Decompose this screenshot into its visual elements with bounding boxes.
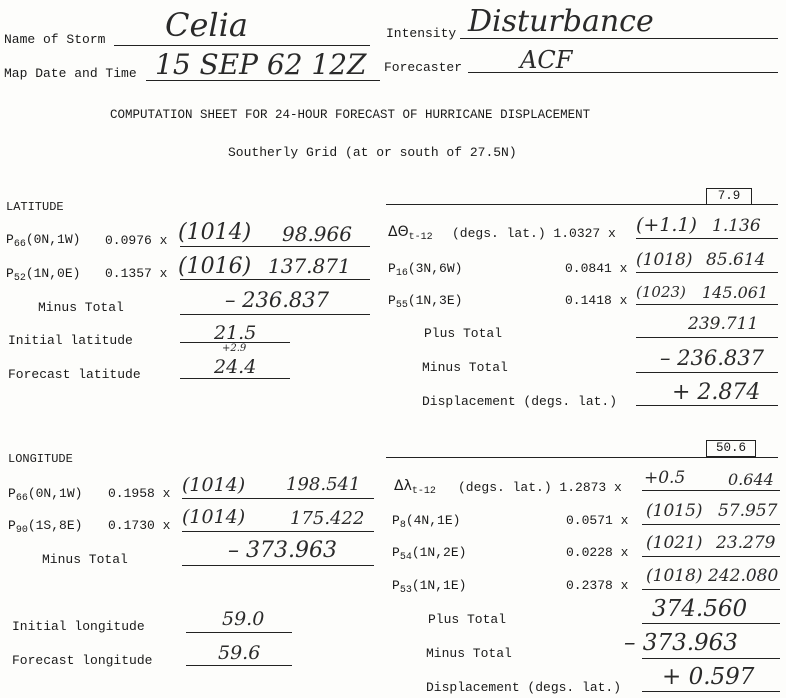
lat-p16-label: $P_{16}(3N,6W)$ [388, 261, 463, 279]
lat-displacement-value: + 2.874 [672, 380, 761, 405]
lat-p52-label: $P_{52}(1N,0E)$ [6, 266, 81, 284]
lon-plus-total-label: Plus Total [428, 612, 507, 627]
lat-p16-pressure: (1018) [636, 250, 693, 270]
lon-minus-total-line [182, 565, 374, 566]
lon-minus-total2-label: Minus Total [426, 646, 512, 661]
lon-plus-total-value: 374.560 [652, 596, 748, 622]
forecast-longitude-value: 59.6 [218, 642, 261, 664]
lon-p8-line [642, 524, 780, 525]
intensity-value: Disturbance [468, 4, 654, 39]
lat-displacement-label: Displacement (degs. lat.) [422, 394, 618, 409]
lon-p8-coef: 0.0571 x [566, 513, 629, 528]
lon-dlambda-desc: (degs. lat.) 1.2873 x [458, 480, 622, 495]
lon-p54-line [642, 556, 780, 557]
lon-p90-coef: 0.1730 x [108, 518, 171, 533]
lon-p53-coef: 0.2378 x [566, 578, 629, 593]
lon-p90-line [182, 531, 374, 532]
lat-p66-coef: 0.0976 x [105, 233, 168, 248]
storm-name-line [114, 45, 370, 46]
lon-minus-total2-value: – 373.963 [624, 630, 738, 656]
initial-longitude-label: Initial longitude [12, 619, 145, 634]
lat-p55-label: $P_{55}(1N,3E)$ [388, 293, 463, 311]
lat-minus-total-label: Minus Total [38, 300, 124, 315]
lat-box-value: 7.9 [706, 188, 752, 205]
forecaster-label: Forecaster [384, 60, 463, 75]
lat-dtheta-label: $\Delta\Theta_{t-12}$ [388, 224, 433, 243]
lat-p66-label: $P_{66}(0N,1W)$ [6, 232, 81, 250]
initial-longitude-value: 59.0 [222, 608, 265, 630]
initial-latitude-value: 21.5 [214, 322, 257, 344]
lon-p8-label: $P_8(4N,1E)$ [392, 513, 461, 531]
lat-p52-pressure: (1016) [178, 254, 252, 279]
lat-p55-result: 145.061 [702, 283, 769, 302]
lat-minus-total2-label: Minus Total [422, 360, 508, 375]
lat-p66-line [180, 246, 370, 247]
lon-dlambda-input: +0.5 [644, 468, 686, 488]
initial-latitude-label: Initial latitude [8, 333, 133, 348]
forecast-latitude-value: 24.4 [214, 356, 257, 378]
lon-p90-result: 175.422 [290, 508, 365, 529]
lon-displacement-label: Displacement (degs. lat.) [426, 680, 622, 695]
sheet-subtitle: Southerly Grid (at or south of 27.5N) [228, 145, 517, 160]
lat-p52-coef: 0.1357 x [105, 266, 168, 281]
lat-dtheta-desc: (degs. lat.) 1.0327 x [452, 226, 616, 241]
lon-dlambda-label: $\Delta\lambda_{t-12}$ [394, 478, 436, 497]
lon-p54-label: $P_{54}(1N,2E)$ [392, 545, 467, 563]
latitude-section-label: LATITUDE [6, 200, 64, 214]
lat-dtheta-line [636, 238, 778, 239]
lon-p66-result: 198.541 [286, 474, 361, 495]
lon-p54-coef: 0.0228 x [566, 545, 629, 560]
lon-plus-total-line [642, 623, 780, 624]
forecaster-line [468, 72, 778, 73]
forecaster-value: ACF [520, 46, 573, 74]
lat-p66-result: 98.966 [282, 222, 352, 246]
lat-p52-result: 137.871 [268, 254, 351, 278]
lon-p53-result: 242.080 [708, 566, 779, 586]
lat-p55-line [636, 304, 778, 305]
lon-dlambda-line [642, 490, 780, 491]
lat-minus-total-value: – 236.837 [225, 288, 330, 312]
lon-top-rule [386, 457, 778, 458]
lat-p16-line [636, 272, 778, 273]
storm-name-value: Celia [165, 6, 248, 44]
forecast-longitude-label: Forecast longitude [12, 653, 153, 668]
lat-minus-total2-line [636, 372, 778, 373]
lat-p55-pressure: (1023) [636, 283, 686, 301]
lat-plus-total-label: Plus Total [424, 326, 503, 341]
lat-minus-total-line [180, 314, 370, 315]
lon-p54-result: 23.279 [716, 533, 776, 553]
latitude-increment-note: +2.9 [222, 343, 247, 354]
lon-p53-pressure: (1018) [646, 566, 703, 586]
lat-p52-line [180, 279, 370, 280]
lon-p53-line [642, 589, 780, 590]
lat-plus-total-line [636, 337, 778, 338]
lat-minus-total2-value: – 236.837 [660, 346, 765, 370]
lon-p90-pressure: (1014) [182, 506, 246, 528]
lon-p66-pressure: (1014) [182, 474, 246, 496]
storm-name-label: Name of Storm [4, 32, 106, 47]
map-date-label: Map Date and Time [4, 66, 137, 81]
forecast-latitude-line [180, 378, 290, 379]
intensity-label: Intensity [386, 26, 457, 41]
lat-p55-coef: 0.1418 x [565, 293, 628, 308]
lon-p53-label: $P_{53}(1N,1E)$ [392, 578, 467, 596]
map-date-value: 15 SEP 62 12Z [155, 48, 367, 81]
initial-longitude-line [186, 632, 292, 633]
lon-displacement-value: + 0.597 [662, 664, 755, 690]
forecast-longitude-line [186, 665, 292, 666]
lon-minus-total-label: Minus Total [42, 552, 128, 567]
lon-dlambda-result: 0.644 [728, 470, 774, 489]
longitude-section-label: LONGITUDE [8, 452, 73, 466]
lon-displacement-line [642, 691, 780, 692]
lat-p16-result: 85.614 [706, 250, 766, 270]
lat-dtheta-input: (+1.1) [636, 214, 697, 236]
lat-p66-pressure: (1014) [178, 220, 252, 245]
lat-dtheta-result: 1.136 [712, 216, 761, 236]
lon-p66-label: $P_{66}(0N,1W)$ [8, 486, 83, 504]
lon-p66-line [182, 498, 374, 499]
lat-displacement-line [636, 405, 778, 406]
lon-p66-coef: 0.1958 x [108, 486, 171, 501]
lat-plus-total-value: 239.711 [688, 314, 759, 334]
lat-p16-coef: 0.0841 x [565, 261, 628, 276]
lon-box-value: 50.6 [706, 440, 756, 457]
lon-p8-pressure: (1015) [646, 501, 703, 521]
lon-minus-total-value: – 373.963 [228, 538, 337, 563]
lon-p54-pressure: (1021) [646, 533, 703, 553]
lon-p8-result: 57.957 [718, 501, 778, 521]
lon-p90-label: $P_{90}(1S,8E)$ [8, 518, 83, 536]
sheet-title: COMPUTATION SHEET FOR 24-HOUR FORECAST OF HURRICANE DISPLACEMENT [110, 108, 591, 122]
forecast-latitude-label: Forecast latitude [8, 367, 141, 382]
lon-minus-total2-line [642, 658, 780, 659]
